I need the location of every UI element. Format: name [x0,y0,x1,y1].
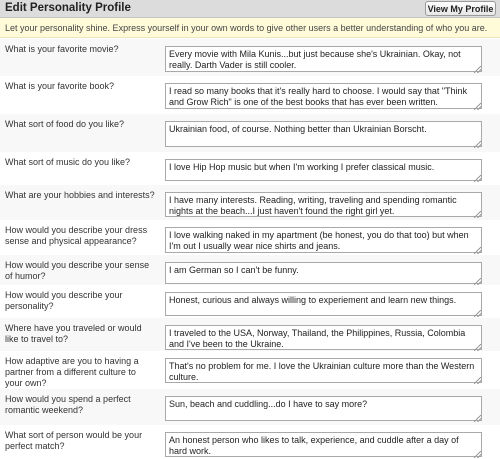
question-label: How would you describe your personality? [5,290,123,311]
view-my-profile-button[interactable]: View My Profile [425,1,496,16]
answer-appearance-textarea[interactable] [165,227,482,253]
resize-grip-icon[interactable] [474,377,481,384]
resize-grip-icon[interactable] [474,66,481,73]
question-row-food [0,114,500,152]
page-title: Edit Personality Profile [5,2,131,14]
answer-humor-textarea[interactable] [165,262,482,284]
question-row-match [0,425,500,459]
question-row-hobbies [0,185,500,220]
resize-grip-icon[interactable] [474,344,481,351]
question-label: What sort of food do you like? [5,119,125,129]
resize-grip-icon[interactable] [474,310,481,317]
question-row-appearance [0,220,500,255]
question-label: How adaptive are you to having a partner from a different culture to your own? [5,356,139,388]
question-row-culture [0,351,500,389]
answer-weekend-textarea[interactable] [165,396,482,421]
answer-hobbies-textarea[interactable] [165,192,482,217]
answer-culture-textarea[interactable] [165,358,482,383]
question-label: Where have you traveled or would like to travel to? [5,323,142,344]
question-row-humor [0,255,500,285]
answer-travel-textarea[interactable] [165,325,482,350]
resize-grip-icon[interactable] [474,141,481,148]
question-row-book [0,76,500,114]
question-label: What sort of music do you like? [5,157,131,167]
resize-grip-icon[interactable] [474,451,481,458]
page-header [0,0,500,18]
answer-movie-textarea[interactable] [165,46,482,72]
resize-grip-icon[interactable] [474,103,481,110]
question-label: How would you describe your sense of humor? [5,260,150,281]
question-row-personality [0,285,500,318]
question-row-travel [0,318,500,351]
question-row-music [0,152,500,185]
answer-personality-textarea[interactable] [165,292,482,316]
answer-music-textarea[interactable] [165,159,482,181]
question-label: How would you describe your dress sense and physical appearance? [5,225,148,246]
question-label: What sort of person would be your perfect match? [5,430,143,451]
resize-grip-icon[interactable] [474,415,481,422]
answer-match-textarea[interactable] [165,432,482,457]
question-row-weekend [0,389,500,425]
resize-grip-icon[interactable] [474,278,481,285]
resize-grip-icon[interactable] [474,175,481,182]
question-label: How would you spend a perfect romantic weekend? [5,394,131,415]
answer-food-textarea[interactable] [165,121,482,147]
question-row-movie [0,39,500,76]
answer-book-textarea[interactable] [165,83,482,109]
question-label: What is your favorite movie? [5,44,119,54]
question-label: What are your hobbies and interests? [5,190,155,200]
resize-grip-icon[interactable] [474,247,481,254]
intro-banner: Let your personality shine. Express yourself in your own words to give other users a better understanding of who you are. [0,18,500,38]
question-label: What is your favorite book? [5,81,115,91]
resize-grip-icon[interactable] [474,211,481,218]
